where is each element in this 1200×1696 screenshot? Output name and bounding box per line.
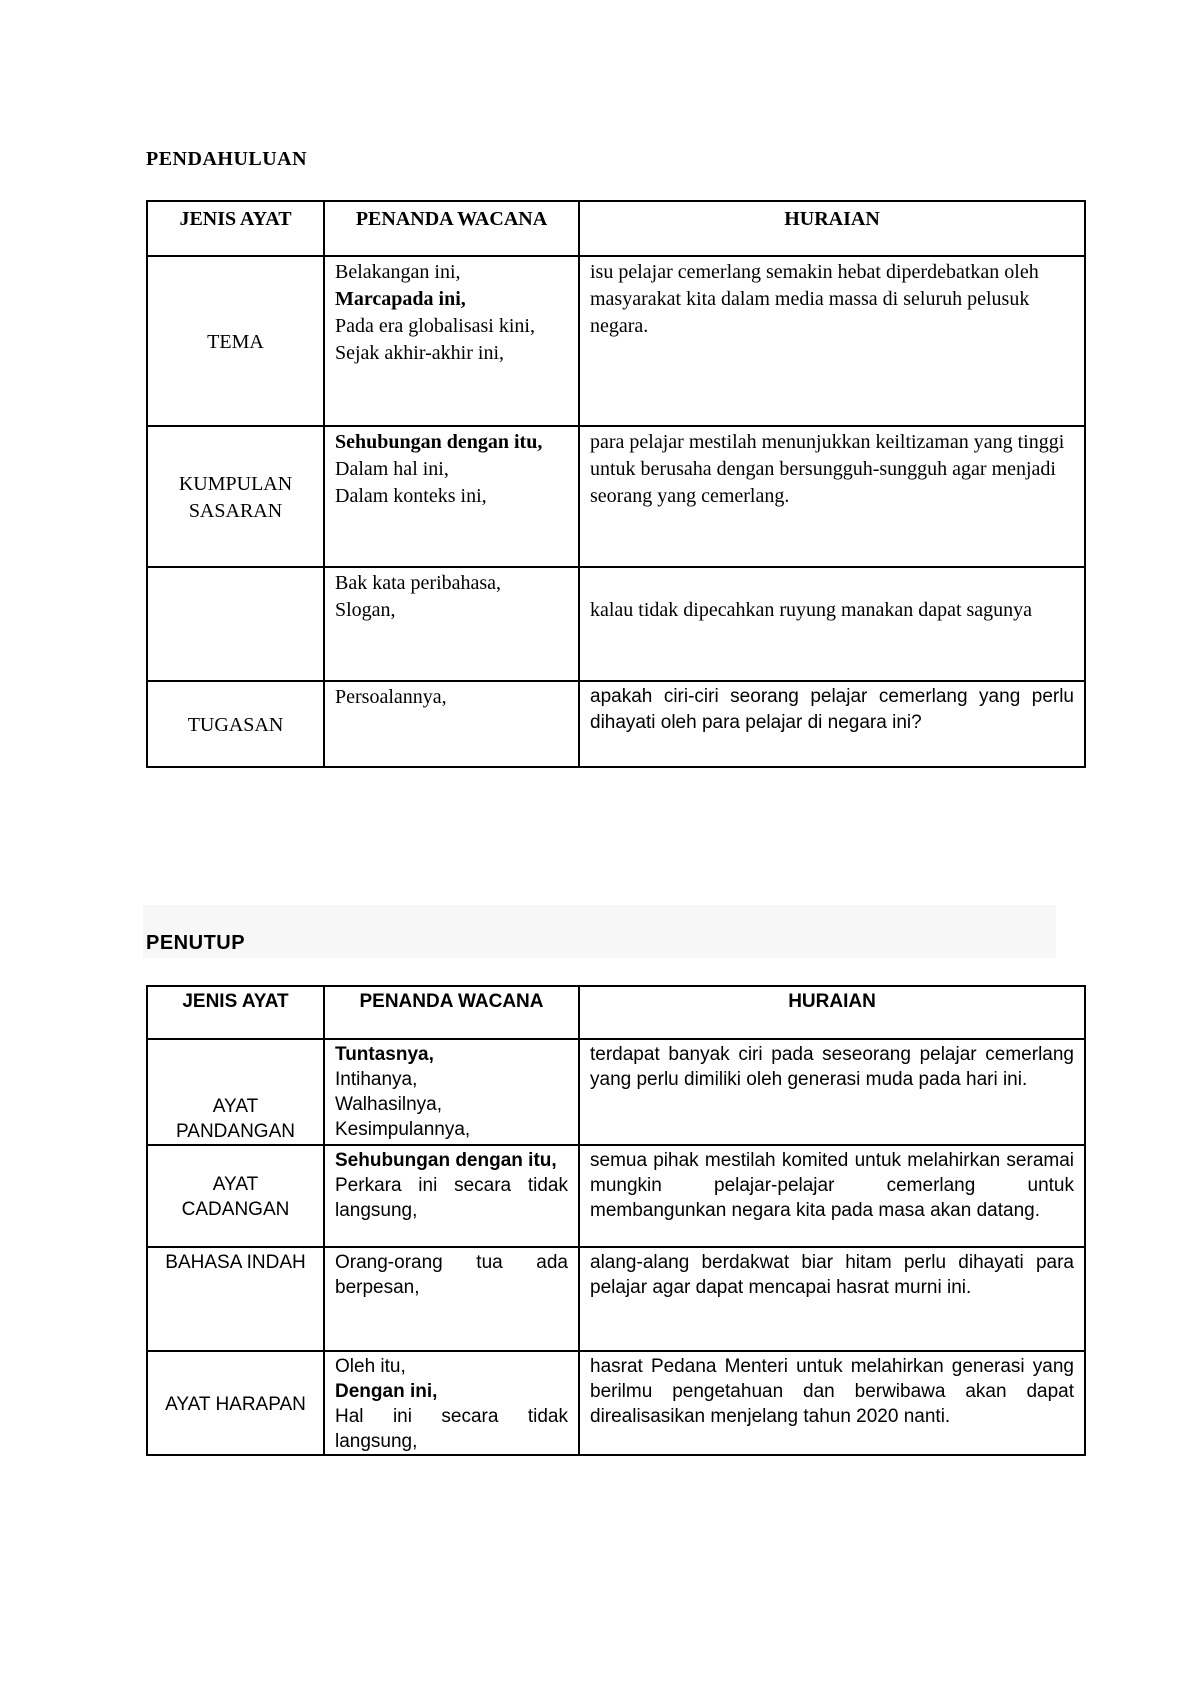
marker: Slogan, bbox=[335, 599, 396, 621]
description-cell: para pelajar mestilah menunjukkan keiltizaman yang tinggi untuk berusaha dengan bersungguh-sungguh agar menjadi seorang yang cemerlang. bbox=[579, 426, 1085, 567]
markers-cell bbox=[324, 567, 579, 681]
header-huraian: HURAIAN bbox=[579, 986, 1085, 1039]
category-cell: AYAT PANDANGAN bbox=[147, 1039, 324, 1145]
marker: Hal ini secara tidak langsung, bbox=[335, 1406, 568, 1452]
table-row bbox=[147, 1039, 1085, 1145]
markers-cell bbox=[324, 256, 579, 426]
marker: Orang-orang tua ada berpesan, bbox=[335, 1252, 568, 1298]
category-cell: AYAT CADANGAN bbox=[147, 1145, 324, 1247]
category-cell: BAHASA INDAH bbox=[147, 1247, 324, 1351]
pendahuluan-heading: PENDAHULUAN bbox=[146, 148, 308, 170]
pendahuluan-table bbox=[146, 200, 1086, 768]
markers-cell bbox=[324, 1145, 579, 1247]
category-cell: TUGASAN bbox=[147, 681, 324, 767]
markers-cell bbox=[324, 1247, 579, 1351]
description-cell: terdapat banyak ciri pada seseorang pelajar cemerlang yang perlu dimiliki oleh generasi muda pada hari ini. bbox=[579, 1039, 1085, 1145]
penutup-table bbox=[146, 985, 1086, 1456]
table-row bbox=[147, 1247, 1085, 1351]
penutup-heading-band bbox=[143, 905, 1056, 958]
marker: Perkara ini secara tidak langsung, bbox=[335, 1175, 568, 1221]
penutup-heading: PENUTUP bbox=[146, 932, 246, 954]
description-cell: hasrat Pedana Menteri untuk melahirkan generasi yang berilmu pengetahuan dan berwibawa akan dapat direalisasikan menjelang tahun 2020 nanti. bbox=[579, 1351, 1085, 1455]
marker: Dalam konteks ini, bbox=[335, 485, 487, 507]
marker: Tuntasnya, bbox=[335, 1044, 434, 1065]
table-row bbox=[147, 1145, 1085, 1247]
category-cell bbox=[147, 567, 324, 681]
marker: Kesimpulannya, bbox=[335, 1119, 471, 1140]
description-cell: semua pihak mestilah komited untuk melahirkan seramai mungkin pelajar-pelajar cemerlang untuk membangunkan negara kita pada masa akan datang. bbox=[579, 1145, 1085, 1247]
description-cell: kalau tidak dipecahkan ruyung manakan dapat sagunya bbox=[579, 567, 1085, 681]
marker: Bak kata peribahasa, bbox=[335, 572, 502, 594]
table-row bbox=[147, 567, 1085, 681]
header-penanda-wacana: PENANDA WACANA bbox=[324, 201, 579, 256]
table-header-row bbox=[147, 201, 1085, 256]
marker: Belakangan ini, bbox=[335, 261, 461, 283]
description-cell: isu pelajar cemerlang semakin hebat diperdebatkan oleh masyarakat kita dalam media massa di seluruh pelusuk negara. bbox=[579, 256, 1085, 426]
marker: Dalam hal ini, bbox=[335, 458, 449, 480]
marker: Sehubungan dengan itu, bbox=[335, 431, 543, 453]
marker: Marcapada ini, bbox=[335, 288, 466, 310]
description-cell: alang-alang berdakwat biar hitam perlu dihayati para pelajar agar dapat mencapai hasrat murni ini. bbox=[579, 1247, 1085, 1351]
marker: Dengan ini, bbox=[335, 1381, 438, 1402]
marker: Sejak akhir-akhir ini, bbox=[335, 342, 504, 364]
marker: Sehubungan dengan itu, bbox=[335, 1150, 557, 1171]
header-jenis-ayat: JENIS AYAT bbox=[147, 986, 324, 1039]
header-jenis-ayat: JENIS AYAT bbox=[147, 201, 324, 256]
marker: Persoalannya, bbox=[335, 686, 447, 708]
markers-cell bbox=[324, 426, 579, 567]
marker: Oleh itu, bbox=[335, 1356, 406, 1377]
marker: Walhasilnya, bbox=[335, 1094, 443, 1115]
marker: Intihanya, bbox=[335, 1069, 418, 1090]
table-row bbox=[147, 426, 1085, 567]
category-cell: KUMPULAN SASARAN bbox=[147, 426, 324, 567]
markers-cell bbox=[324, 681, 579, 767]
markers-cell bbox=[324, 1039, 579, 1145]
category-cell: TEMA bbox=[147, 256, 324, 426]
description-cell: apakah ciri-ciri seorang pelajar cemerlang yang perlu dihayati oleh para pelajar di negara ini? bbox=[579, 681, 1085, 767]
category-cell: AYAT HARAPAN bbox=[147, 1351, 324, 1455]
header-huraian: HURAIAN bbox=[579, 201, 1085, 256]
table-row bbox=[147, 256, 1085, 426]
table-row bbox=[147, 681, 1085, 767]
header-penanda-wacana: PENANDA WACANA bbox=[324, 986, 579, 1039]
markers-cell bbox=[324, 1351, 579, 1455]
table-header-row bbox=[147, 986, 1085, 1039]
table-row bbox=[147, 1351, 1085, 1455]
marker: Pada era globalisasi kini, bbox=[335, 315, 535, 337]
